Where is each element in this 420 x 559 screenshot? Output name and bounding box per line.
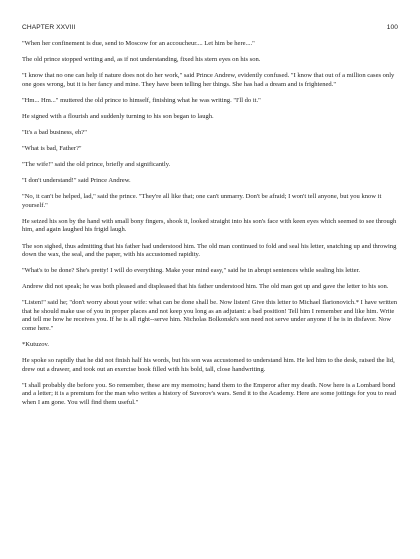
paragraph: "The wife!" said the old prince, briefly and significantly. xyxy=(22,161,171,169)
paragraph: "Hm... Hm..." muttered the old prince to himself, finishing what he was writing. "I'll do it." xyxy=(22,96,261,104)
page-header xyxy=(22,24,398,31)
paragraph: "I shall probably die before you. So remember, these are my memoirs; hand them to the Emperor after my death. Now here is a Lombard bond and a letter; it is a premium for the man who writes a history of Suvorov's wars. Send it to the Academy. Here are some jottings for you to read when I am gone. You will find them useful." xyxy=(22,381,397,406)
paragraph: The old prince stopped writing and, as if not understanding, fixed his stern eyes on his son. xyxy=(22,56,261,64)
paragraph: The son sighed, thus admitting that his father had understood him. The old man continued to fold and seal his letter, snatching up and throwing down the wax, the seal, and the paper, with his accustomed rapidity. xyxy=(22,242,397,259)
footnote: *Kutuzov. xyxy=(22,340,50,348)
paragraph: He spoke so rapidly that he did not finish half his words, but his son was accustomed to understand him. He led him to the desk, raised the lid, drew out a drawer, and took out an exercise book filled with his bold, tall, close handwriting. xyxy=(22,357,395,373)
paragraph: "When her confinement is due, send to Moscow for an accoucheur.... Let him be here...." xyxy=(22,40,255,47)
paragraph: "What's to be done? She's pretty! I will do everything. Make your mind easy," said he in abrupt sentences while sealing his letter. xyxy=(22,267,360,275)
paragraph: "I know that no one can help if nature does not do her work," said Prince Andrew, evidently confused. "I know that out of a million cases only one goes wrong, but it is her fancy and mine. They have been telling her things. She has had a dream and is frightened." xyxy=(22,72,395,88)
paragraph: He signed with a flourish and suddenly turning to his son began to laugh. xyxy=(22,112,214,120)
paragraph: "I don't understand!" said Prince Andrew. xyxy=(22,177,131,185)
paragraph: "Listen!" said he; "don't worry about your wife: what can be done shall be. Now listen! Give this letter to Michael Ilarionovich.* I have written that he should make use of you in proper places and not keep you long as an adjutant: a bad position! Tell him I remember and like him. Write and tell me how he receives you. If he is all right--serve him. Nicholas Bolkonski's son need not serve under anyone if he is in disfavor. Now come here." xyxy=(22,299,397,332)
paragraph: "It's a bad business, eh?" xyxy=(22,128,87,136)
paragraph: "No, it can't be helped, lad," said the prince. "They're all like that; one can't unmarry. Don't be afraid; I won't tell anyone, but you know it yourself." xyxy=(22,193,382,209)
chapter-title: CHAPTER XXVIII xyxy=(22,24,76,31)
page-number: 100 xyxy=(386,24,398,31)
body-text xyxy=(22,40,398,407)
paragraph: He seized his son by the hand with small bony fingers, shook it, looked straight into his son's face with keen eyes which seemed to see through him, and again laughed his frigid laugh. xyxy=(22,217,397,234)
paragraph: Andrew did not speak; he was both pleased and displeased that his father understood him. The old man got up and gave the letter to his son. xyxy=(22,283,389,291)
paragraph: "What is bad, Father?" xyxy=(22,145,82,153)
